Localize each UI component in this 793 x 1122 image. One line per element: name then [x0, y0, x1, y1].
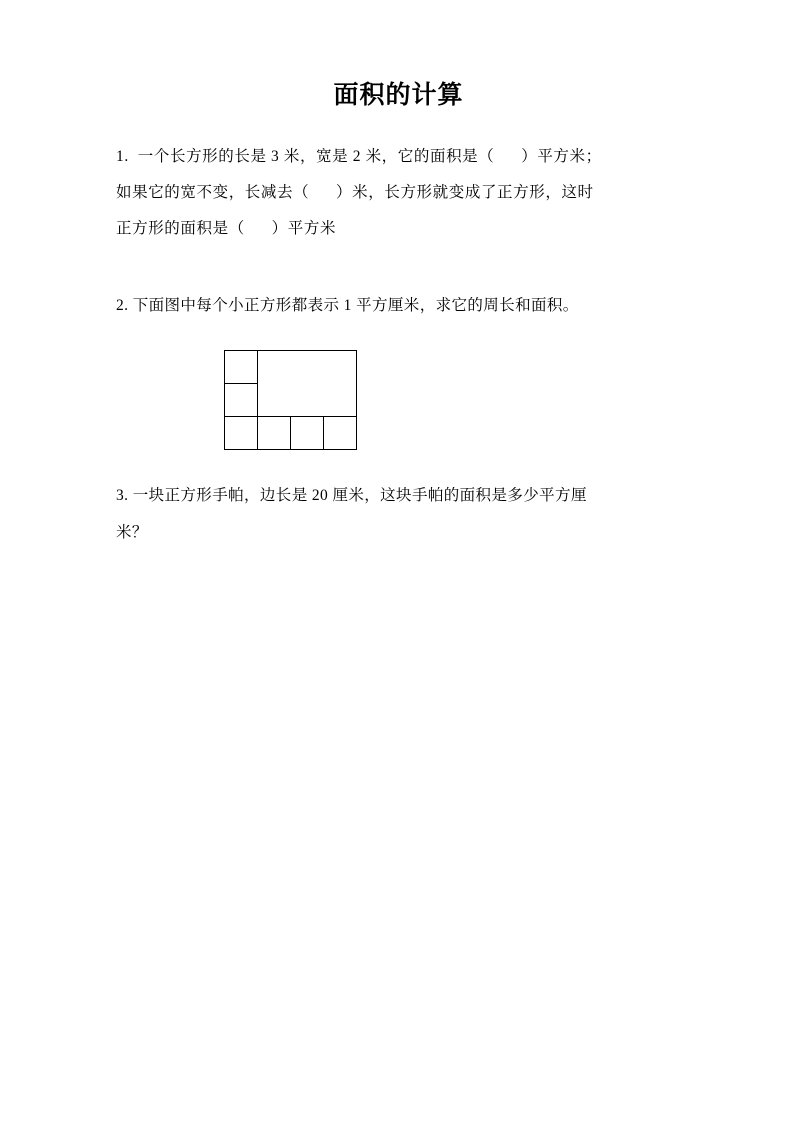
question-3 — [116, 478, 681, 551]
figure-outline — [224, 350, 357, 450]
question-3-line-2: 米？ — [116, 523, 148, 541]
question-1-line-3: 正方形的面积是（ ）平方米 — [116, 220, 337, 238]
question-1-line-2: 如果它的宽不变，长减去（ ）米，长方形就变成了正方形，这时 — [116, 183, 594, 201]
figure-container — [224, 350, 681, 450]
question-3-line-1: 3. 一块正方形手帕，边长是 20 厘米，这块手帕的面积是多少平方厘 — [116, 487, 587, 505]
page-title: 面积的计算 — [333, 82, 464, 109]
document-content — [116, 80, 681, 581]
question-1-line-1: 1. 一个长方形的长是 3 米，宽是 2 米，它的面积是（ ）平方米； — [116, 147, 602, 165]
unit-square-grid-figure — [224, 350, 356, 450]
question-2-line-1: 2. 下面图中每个小正方形都表示 1 平方厘米，求它的周长和面积。 — [116, 296, 579, 314]
question-1 — [116, 139, 681, 248]
question-2 — [116, 288, 681, 450]
